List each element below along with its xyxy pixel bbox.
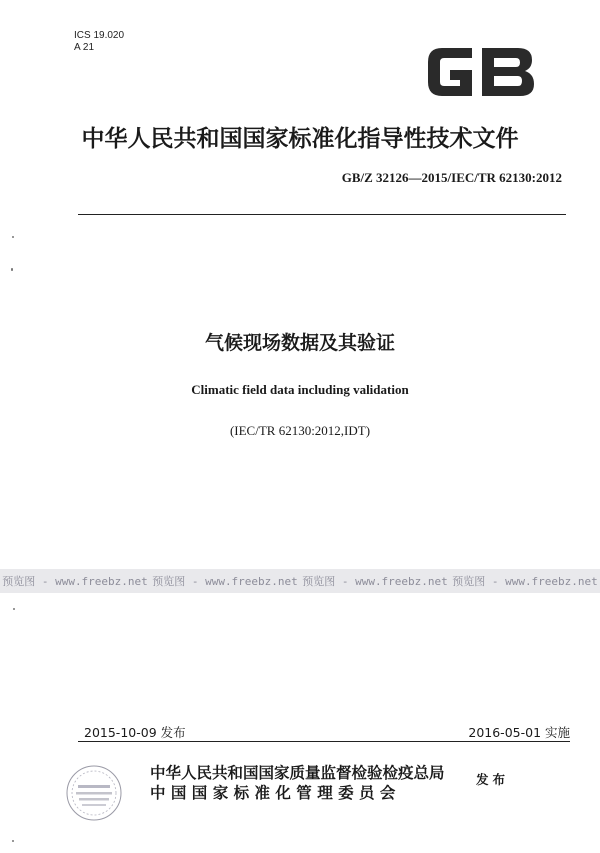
watermark-text: 预览图 - www.freebz.net [452, 575, 598, 588]
scan-speck [12, 236, 14, 238]
publish-label: 发布 [476, 772, 510, 787]
issue-date: 2015-10-09 发布 [84, 725, 186, 740]
ics-code: ICS 19.020 [74, 30, 125, 41]
ccs-code: A 21 [74, 42, 95, 53]
watermark-band [0, 569, 600, 593]
scan-speck [12, 840, 14, 842]
watermark-text: 预览图 - www.freebz.net [152, 575, 298, 588]
standard-number: GB/Z 32126—2015/IEC/TR 62130:2012 [341, 170, 562, 185]
document-title-en: Climatic field data including validation [191, 382, 409, 397]
watermark-text: 预览图 - www.freebz.net [302, 575, 448, 588]
scan-speck [11, 268, 13, 271]
document-title-cn: 气候现场数据及其验证 [204, 332, 395, 354]
footer-divider [78, 741, 570, 742]
scan-speck [13, 608, 15, 610]
anti-counterfeit-seal-icon [64, 763, 124, 823]
header-divider [78, 214, 566, 215]
main-title: 中华人民共和国国家标准化指导性技术文件 [81, 126, 519, 152]
issuing-authorities [150, 763, 445, 803]
implementation-date: 2016-05-01 实施 [468, 725, 570, 740]
adoption-note: (IEC/TR 62130:2012,IDT) [229, 423, 371, 438]
issuer-line-2: 中国国家标准化管理委员会 [150, 784, 401, 802]
classification-codes [74, 30, 124, 54]
gb-logo-icon [420, 40, 540, 104]
watermark-text: 预览图 - www.freebz.net [2, 575, 148, 588]
issuer-line-1: 中华人民共和国国家质量监督检验检疫总局 [150, 764, 445, 782]
